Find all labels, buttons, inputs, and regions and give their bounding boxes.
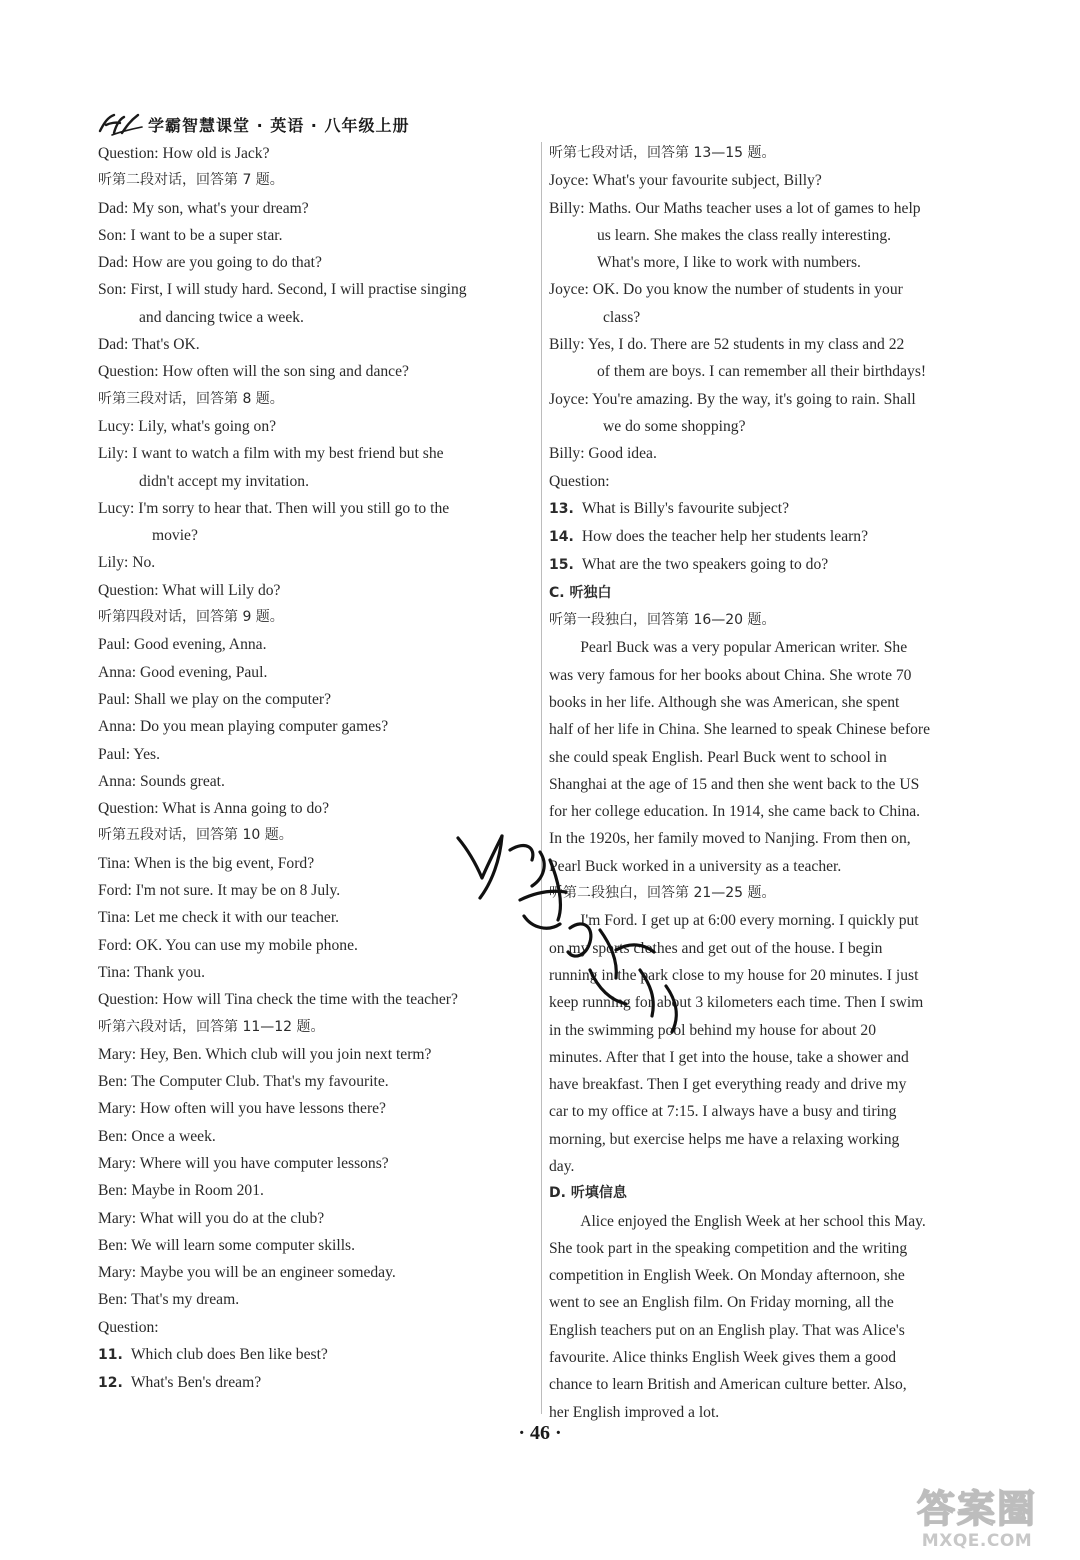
text-line: Pearl Buck worked in a university as a teacher. <box>549 857 842 875</box>
text-line: Paul: Good evening, Anna. <box>98 636 267 654</box>
question-item <box>98 1341 534 1369</box>
text-line: Ford: I'm not sure. It may be on 8 July. <box>98 882 341 900</box>
text-line: movie? <box>152 527 198 545</box>
page-header <box>98 108 409 140</box>
text-line: Tina: Thank you. <box>98 963 206 981</box>
text-line: Mary: What will you do at the club? <box>98 1209 325 1227</box>
text-line: day. <box>549 1157 575 1175</box>
text-line: Joyce: OK. Do you know the number of students in your <box>549 281 903 299</box>
section-heading-c: C. 听独白 <box>549 584 612 601</box>
text-line: didn't accept my invitation. <box>139 472 309 490</box>
text-line: Mary: Hey, Ben. Which club will you join next term? <box>98 1045 432 1063</box>
text-line: Billy: Maths. Our Maths teacher uses a lot of games to help <box>549 199 921 217</box>
section-instruction: 听第一段独白，回答第 16—20 题。 <box>549 612 776 629</box>
question-number: 15. <box>549 557 574 574</box>
text-line: Anna: Good evening, Paul. <box>98 663 268 681</box>
column-divider <box>541 142 542 1414</box>
text-line: Mary: How often will you have lessons there? <box>98 1100 386 1118</box>
question-text: What is Billy's favourite subject? <box>581 499 790 517</box>
text-line: Question: What is Anna going to do? <box>98 800 329 818</box>
text-line: Paul: Shall we play on the computer? <box>98 690 331 708</box>
text-line: in the swimming pool behind my house for about 20 <box>549 1021 877 1039</box>
text-line: Mary: Maybe you will be an engineer someday. <box>98 1264 396 1282</box>
watermark-logo <box>893 1487 1061 1555</box>
question-item <box>549 551 985 579</box>
book-title: 学霸智慧课堂 · 英语 · 八年级上册 <box>148 115 410 135</box>
text-line: Question: What will Lily do? <box>98 581 281 599</box>
text-line: us learn. She makes the class really interesting. <box>597 226 892 244</box>
text-line: car to my office at 7:15. I always have a busy and tiring <box>549 1103 897 1121</box>
watermark-chars: 答案圈 <box>916 1487 1037 1531</box>
text-line: Son: First, I will study hard. Second, I will practise singing <box>98 281 467 299</box>
question-text: What are the two speakers going to do? <box>581 556 829 574</box>
text-line: have breakfast. Then I get everything ready and drive my <box>549 1076 907 1094</box>
text-line: Billy: Good idea. <box>549 445 657 463</box>
text-line: Ben: That's my dream. <box>98 1291 240 1309</box>
text-line: and dancing twice a week. <box>139 308 304 326</box>
question-item <box>549 495 985 523</box>
text-line: Anna: Sounds great. <box>98 772 225 790</box>
text-line: Ben: Once a week. <box>98 1127 216 1145</box>
question-number: 13. <box>549 500 574 517</box>
text-line: Ben: Maybe in Room 201. <box>98 1182 264 1200</box>
text-line: class? <box>603 308 641 326</box>
text-line: minutes. After that I get into the house, take a shower and <box>549 1048 909 1066</box>
text-line: Dad: My son, what's your dream? <box>98 199 309 217</box>
section-heading-d: D. 听填信息 <box>549 1185 627 1202</box>
right-column <box>549 140 985 1426</box>
text-line: her English improved a lot. <box>549 1403 720 1421</box>
text-line: Question: How will Tina check the time with the teacher? <box>98 991 458 1009</box>
publisher-logo-icon <box>98 109 144 139</box>
text-line: Ford: OK. You can use my mobile phone. <box>98 936 358 954</box>
text-line: Lily: I want to watch a film with my best friend but she <box>98 445 444 463</box>
question-text: Which club does Ben like best? <box>130 1346 328 1364</box>
text-line: of them are boys. I can remember all their birthdays! <box>597 363 927 381</box>
text-line: went to see an English film. On Friday morning, all the <box>549 1294 894 1312</box>
text-line: Lucy: Lily, what's going on? <box>98 417 277 435</box>
section-instruction: 听第二段独白，回答第 21—25 题。 <box>549 885 776 902</box>
section-instruction: 听第六段对话，回答第 11—12 题。 <box>98 1018 325 1035</box>
text-line: Question: How often will the son sing and dance? <box>98 363 409 381</box>
section-instruction: 听第三段对话，回答第 8 题。 <box>98 390 284 407</box>
text-line: Lily: No. <box>98 554 156 572</box>
text-line: books in her life. Although she was American, she spent <box>549 693 900 711</box>
section-instruction: 听第五段对话，回答第 10 题。 <box>98 827 293 844</box>
question-number: 12. <box>98 1375 123 1392</box>
left-column <box>98 140 534 1398</box>
text-line: Anna: Do you mean playing computer games? <box>98 718 389 736</box>
question-item <box>98 1369 534 1397</box>
text-line: Mary: Where will you have computer lessons? <box>98 1154 389 1172</box>
text-line: Son: I want to be a super star. <box>98 226 283 244</box>
text-line: for her college education. In 1914, she came back to China. <box>549 803 921 821</box>
text-line: morning, but exercise helps me have a relaxing working <box>549 1130 900 1148</box>
text-line: was very famous for her books about China. She wrote 70 <box>549 666 912 684</box>
text-line: Joyce: What's your favourite subject, Billy? <box>549 172 822 190</box>
text-line: Question: How old is Jack? <box>98 145 270 162</box>
watermark-url: MXQE.COM <box>921 1531 1033 1551</box>
text-line: running in the park close to my house for 20 minutes. I just <box>549 966 919 984</box>
text-line: Joyce: You're amazing. By the way, it's going to rain. Shall <box>549 390 916 408</box>
text-line: Tina: When is the big event, Ford? <box>98 854 315 872</box>
text-line: chance to learn British and American culture better. Also, <box>549 1376 907 1394</box>
text-line: She took part in the speaking competition and the writing <box>549 1239 908 1257</box>
text-line: keep running for about 3 kilometers each time. Then I swim <box>549 994 924 1012</box>
text-line: Billy: Yes, I do. There are 52 students in my class and 22 <box>549 336 905 354</box>
text-line: I'm Ford. I get up at 6:00 every morning. I quickly put <box>580 912 919 930</box>
text-line: Dad: How are you going to do that? <box>98 254 322 272</box>
section-instruction: 听第四段对话，回答第 9 题。 <box>98 609 284 626</box>
text-line: Pearl Buck was a very popular American writer. She <box>580 639 908 657</box>
text-line: we do some shopping? <box>603 417 746 435</box>
text-line: half of her life in China. She learned to speak Chinese before <box>549 721 931 739</box>
text-line: English teachers put on an English play. That was Alice's <box>549 1321 905 1339</box>
text-line: In the 1920s, her family moved to Nanjing. From then on, <box>549 830 911 848</box>
text-line: on my sports clothes and get out of the house. I begin <box>549 939 883 957</box>
text-line: Alice enjoyed the English Week at her school this May. <box>580 1212 926 1230</box>
text-line: Lucy: I'm sorry to hear that. Then will you still go to the <box>98 499 450 517</box>
text-line: she could speak English. Pearl Buck went to school in <box>549 748 887 766</box>
text-line: Shanghai at the age of 15 and then she went back to the US <box>549 775 920 793</box>
question-item <box>549 523 985 551</box>
page-number: · 46 · <box>518 1422 562 1444</box>
question-number: 14. <box>549 529 574 546</box>
text-line: Dad: That's OK. <box>98 336 200 354</box>
text-line: Paul: Yes. <box>98 745 160 763</box>
section-instruction: 听第二段对话，回答第 7 题。 <box>98 172 284 189</box>
question-number: 11. <box>98 1347 123 1364</box>
text-line: Tina: Let me check it with our teacher. <box>98 909 340 927</box>
text-line: Ben: We will learn some computer skills. <box>98 1236 356 1254</box>
section-instruction: 听第七段对话，回答第 13—15 题。 <box>549 145 776 161</box>
text-line: Question: <box>98 1318 159 1336</box>
text-line: Ben: The Computer Club. That's my favourite. <box>98 1073 389 1091</box>
text-line: Question: <box>549 472 610 490</box>
text-line: favourite. Alice thinks English Week gives them a good <box>549 1349 897 1367</box>
question-text: How does the teacher help her students learn? <box>581 528 869 546</box>
text-line: What's more, I like to work with numbers. <box>597 254 861 272</box>
question-text: What's Ben's dream? <box>130 1374 262 1392</box>
text-line: competition in English Week. On Monday afternoon, she <box>549 1267 905 1285</box>
